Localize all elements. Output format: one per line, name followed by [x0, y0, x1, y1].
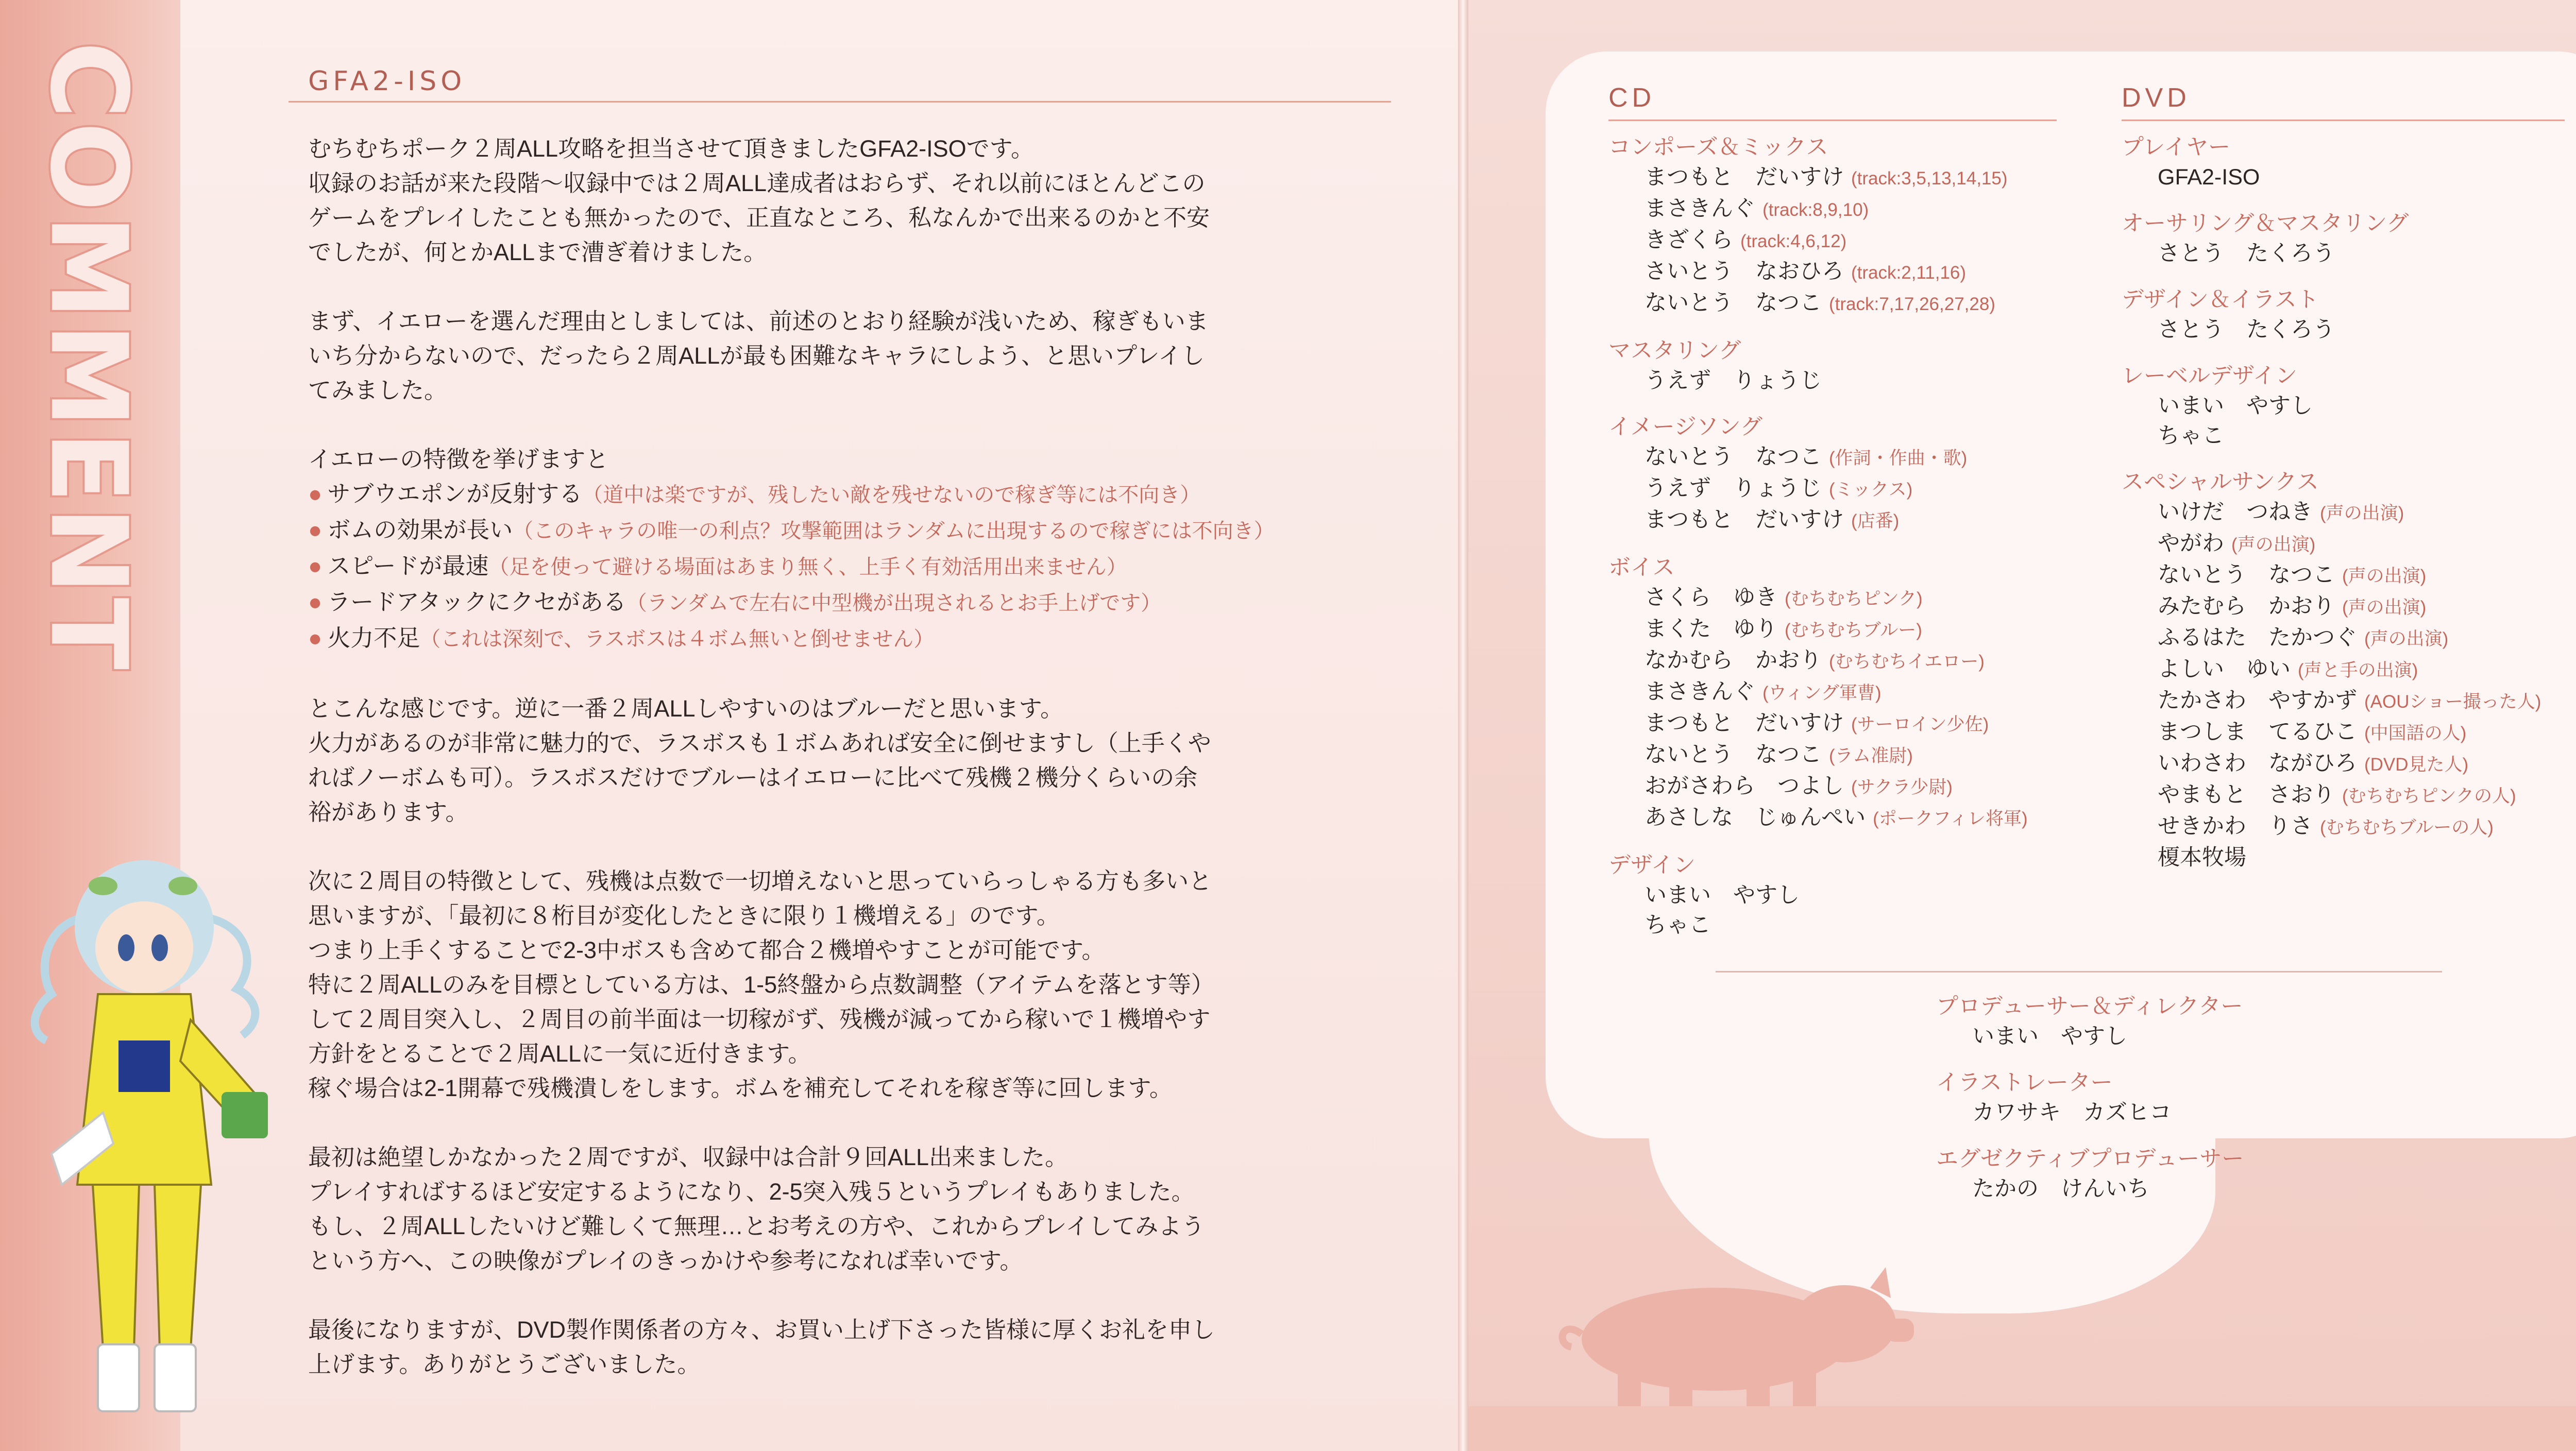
credit-role: コンポーズ＆ミックス — [1608, 135, 1828, 160]
comment-line: 上げます。ありがとうございました。 — [308, 1351, 701, 1377]
credit-note: (中国語の人) — [2364, 723, 2467, 743]
paragraph-gap — [308, 829, 1416, 864]
comment-vertical-title: COMMENT — [27, 41, 149, 673]
staff-page-floor — [1468, 1406, 2576, 1451]
credit-person — [2122, 497, 2565, 528]
credit-name: まつもと だいすけ — [1645, 507, 1844, 532]
credit-person — [1936, 1098, 2451, 1128]
main-credits — [1936, 992, 2451, 1220]
feature-text: スピードが最速 — [327, 553, 489, 579]
feature-item — [308, 476, 1416, 513]
comment-line: てみました。 — [308, 377, 448, 403]
comment-line: つまり上手くすることで2-3中ボスも含めて都合２機増やすことが可能です。 — [308, 937, 1105, 963]
credit-person — [2122, 748, 2565, 780]
credit-note: (作詞・作曲・歌) — [1829, 448, 1968, 468]
credit-name: 榎本牧場 — [2158, 845, 2246, 870]
comment-line: 収録のお話が来た段階～収録中では２周ALL達成者はおらず、それ以前にほとんどこの — [308, 170, 1206, 196]
credit-note: (ラム准尉) — [1829, 746, 1913, 766]
credit-name: たかさわ やすかず — [2158, 688, 2357, 713]
feature-item — [308, 549, 1416, 585]
credit-person — [1608, 473, 2057, 505]
credits-divider — [1716, 971, 2442, 972]
credit-person — [2122, 811, 2565, 843]
credit-section — [2122, 361, 2565, 451]
credit-name: ふるはた たかつぐ — [2158, 625, 2357, 650]
feature-text: サブウエポンが反射する — [327, 481, 583, 507]
credit-name: まつもと だいすけ — [1645, 165, 1844, 190]
comment-line: 思いますが、「最初に８桁目が変化したときに限り１機増える」のです。 — [308, 902, 1060, 929]
dvd-title-rule — [2122, 120, 2565, 121]
credit-note: (track:3,5,13,14,15) — [1851, 168, 2008, 189]
credit-section — [2122, 132, 2565, 192]
comment-line: とこんな感じです。逆に一番２周ALLしやすいのはブルーだと思います。 — [308, 695, 1064, 722]
credit-name: まくた ゆり — [1645, 617, 1777, 641]
credit-person — [1608, 162, 2057, 194]
credit-name: さくら ゆき — [1645, 585, 1777, 610]
credit-note: (声の出演) — [2342, 598, 2427, 618]
credit-note: (むちむちピンク) — [1785, 589, 1923, 609]
paragraph-gap — [308, 1381, 1416, 1416]
cd-title: CD — [1608, 83, 1656, 113]
credit-role: エグゼクティブプロデューサー — [1936, 1147, 2244, 1171]
credit-section — [2122, 285, 2565, 345]
credit-note: (声と手の出演) — [2298, 660, 2418, 680]
feature-text: ラードアタックにクセがある — [327, 589, 626, 615]
credit-person — [1608, 614, 2057, 645]
credit-name: まつもと だいすけ — [1645, 711, 1844, 736]
paragraph-gap — [308, 407, 1416, 442]
credit-name: ちゃこ — [2158, 423, 2224, 448]
credit-note: (track:2,11,16) — [1851, 263, 1967, 283]
feature-note: （これは深刻で、ラスボスは４ボム無いと倒せません） — [420, 628, 935, 651]
credit-person — [1608, 257, 2057, 288]
credit-person — [1608, 442, 2057, 473]
comment-line: という方へ、この映像がプレイのきっかけや参考になれば幸いです。 — [308, 1248, 1023, 1274]
comment-line: 火力があるのが非常に魅力的で、ラスボスも１ボムあれば安全に倒せますし（上手くや — [308, 730, 1211, 756]
cd-sections — [1608, 132, 2057, 940]
credit-note: (AOUショー撮った人) — [2364, 692, 2541, 712]
credit-name: せきかわ りさ — [2158, 814, 2313, 839]
comment-line: プレイすればするほど安定するようになり、2-5突入残５というプレイもありました。 — [308, 1179, 1195, 1205]
feature-note: （道中は楽ですが、残したい敵を残せないので稼ぎ等には不向き） — [582, 484, 1201, 506]
credit-name: うえず りょうじ — [1645, 368, 1822, 393]
credit-name: ちゃこ — [1645, 913, 1711, 937]
main-credit-section — [1936, 1144, 2451, 1204]
comment-line: 裕があります。 — [308, 799, 469, 825]
credit-name: いわさわ ながひろ — [2158, 751, 2357, 776]
credit-name: やがわ — [2158, 531, 2224, 556]
credit-person — [1608, 583, 2057, 614]
feature-note: （このキャラの唯一の利点？攻撃範囲はランダムに出現するので稼ぎには不向き） — [513, 520, 1275, 542]
yellow-character-illustration — [15, 824, 283, 1422]
dvd-credits — [2122, 82, 2565, 889]
credit-name: ないとう なつこ — [1645, 445, 1822, 469]
credit-name: さいとう なおひろ — [1645, 259, 1844, 284]
credit-person — [1608, 194, 2057, 225]
credit-person — [1608, 645, 2057, 677]
credit-note: (声の出演) — [2342, 566, 2427, 586]
comment-line: 特に２周ALLのみを目標としている方は、1-5終盤から点数調整（アイテムを落とす等） — [308, 971, 1214, 998]
comment-line: 次に２周目の特徴として、残機は点数で一切増えないと思っていらっしゃる方も多いと — [308, 868, 1212, 894]
comment-line: 最初は絶望しかなかった２周ですが、収録中は合計９回ALL出来ました。 — [308, 1144, 1069, 1170]
credit-person — [2122, 315, 2565, 345]
pig-silhouette-icon — [1515, 1257, 1917, 1411]
credit-name: カワサキ カズヒコ — [1972, 1100, 2172, 1125]
credit-section — [1608, 412, 2057, 536]
credit-person — [2122, 780, 2565, 811]
credit-name: まさきんぐ — [1645, 196, 1755, 221]
credit-note: (サクラ少尉) — [1851, 777, 1953, 797]
credit-name: ないとう なつこ — [2158, 562, 2335, 587]
bullet-icon: ● — [308, 625, 323, 651]
credit-note: (むちむちピンクの人) — [2342, 786, 2516, 806]
main-credit-section — [1936, 1068, 2451, 1128]
credit-person — [1608, 708, 2057, 740]
credit-note: (店番) — [1851, 511, 1900, 531]
credit-note: (むちむちブルー) — [1785, 620, 1922, 640]
comment-line: ゲームをプレイしたことも無かったので、正直なところ、私なんかで出来るのかと不安 — [308, 204, 1210, 231]
comment-line: まず、イエローを選んだ理由としましては、前述のとおり経験が浅いため、稼ぎもいま — [308, 308, 1209, 334]
credit-note: (声の出演) — [2320, 503, 2404, 523]
credit-person — [1608, 225, 2057, 257]
credit-person — [1608, 366, 2057, 396]
credit-role: デザイン — [1608, 853, 1696, 878]
credit-section — [1608, 850, 2057, 940]
comment-line: でしたが、何とかALLまで漕ぎ着けました。 — [308, 239, 767, 265]
credit-person — [1936, 1021, 2451, 1051]
credit-name: なかむら かおり — [1645, 648, 1822, 673]
credit-name: まさきんぐ — [1645, 679, 1755, 704]
book-gutter — [1458, 0, 1468, 1451]
bullet-icon: ● — [308, 481, 323, 507]
credit-note: (ポークフィレ将軍) — [1873, 809, 2028, 829]
credit-role: プロデューサー＆ディレクター — [1936, 994, 2243, 1019]
credit-name: みたむら かおり — [2158, 594, 2335, 619]
feature-text: ボムの効果が長い — [327, 517, 513, 543]
main-credit-section — [1936, 992, 2451, 1051]
credit-person — [2122, 421, 2565, 451]
feature-item — [308, 621, 1416, 657]
credit-person — [2122, 623, 2565, 654]
credit-name: いまい やすし — [1645, 883, 1800, 908]
credit-name: GFA2-ISO — [2158, 165, 2260, 190]
comment-line: もし、２周ALLしたいけど難しくて無理…とお考えの方や、これからプレイしてみよう — [308, 1213, 1205, 1239]
features-intro: イエローの特徴を挙げますと — [308, 446, 609, 472]
credit-person — [2122, 654, 2565, 686]
credit-person — [2122, 686, 2565, 717]
credit-section — [1608, 553, 2057, 834]
credit-person — [2122, 528, 2565, 560]
credit-name: あさしな じゅんぺい — [1645, 805, 1866, 830]
bullet-icon: ● — [308, 517, 323, 543]
cd-title-rule — [1608, 120, 2057, 121]
cd-credits — [1608, 82, 2057, 957]
paragraph-gap — [308, 1278, 1416, 1312]
credit-name: たかの けんいち — [1972, 1176, 2149, 1201]
credit-role: デザイン＆イラスト — [2122, 287, 2319, 312]
credit-person — [1608, 880, 2057, 910]
credit-name: よしい ゆい — [2158, 657, 2291, 681]
credit-role: オーサリング＆マスタリング — [2122, 211, 2409, 236]
credit-name: いけだ つねき — [2158, 500, 2313, 524]
comment-body — [308, 131, 1416, 1416]
credit-person — [1608, 803, 2057, 834]
dvd-title: DVD — [2122, 83, 2191, 113]
bullet-icon: ● — [308, 553, 323, 579]
credit-note: (ウィング軍曹) — [1762, 683, 1882, 703]
credit-name: うえず りょうじ — [1645, 476, 1822, 501]
credit-person — [1608, 771, 2057, 803]
credit-person — [1608, 910, 2057, 940]
comment-line: して２周目突入し、２周目の前半面は一切稼がず、残機が減ってから稼いで１機増やす — [308, 1006, 1211, 1032]
credit-note: (track:4,6,12) — [1740, 231, 1847, 251]
dvd-sections — [2122, 132, 2565, 873]
comment-line: 方針をとることで２周ALLに一気に近付きます。 — [308, 1040, 811, 1067]
credit-person — [1936, 1174, 2451, 1204]
comment-line: いち分からないので、だったら２周ALLが最も困難なキャラにしよう、と思いプレイし — [308, 343, 1205, 369]
credit-note: (DVD見た人) — [2364, 755, 2469, 775]
credit-person — [2122, 162, 2565, 192]
credit-note: (むちむちイエロー) — [1829, 652, 1985, 672]
credit-person — [2122, 560, 2565, 591]
paragraph-gap — [308, 1105, 1416, 1140]
feature-text: 火力不足 — [327, 625, 420, 651]
credit-section — [1608, 336, 2057, 396]
comment-line: ればノーボムも可）。ラスボスだけでブルーはイエローに比べて残機２機分くらいの余 — [308, 764, 1198, 791]
comment-line: むちむちポーク２周ALL攻略を担当させて頂きましたGFA2-ISOです。 — [308, 135, 1035, 162]
credit-role: イラストレーター — [1936, 1070, 2113, 1095]
feature-note: （ランダムで左右に中型機が出現されるとお手上げです） — [626, 592, 1162, 614]
feature-item — [308, 585, 1416, 621]
credit-note: (声の出演) — [2231, 535, 2316, 555]
credit-name: ないとう なつこ — [1645, 742, 1822, 767]
credit-name: いまい やすし — [1972, 1024, 2127, 1049]
credit-person — [1608, 288, 2057, 319]
credit-section — [2122, 209, 2565, 268]
credit-name: きざくら — [1645, 228, 1733, 252]
credit-person — [2122, 717, 2565, 748]
credit-person — [2122, 591, 2565, 623]
credit-name: まつしま てるひこ — [2158, 720, 2357, 744]
credit-name: やまもと さおり — [2158, 782, 2335, 807]
credit-note: (声の出演) — [2364, 629, 2449, 649]
credit-person — [2122, 238, 2565, 268]
credit-name: ないとう なつこ — [1645, 291, 1822, 315]
credit-role: レーベルデザイン — [2122, 364, 2297, 388]
credit-note: (track:7,17,26,27,28) — [1829, 294, 1995, 314]
feature-note: （足を使って避ける場面はあまり無く、上手く有効活用出来ません） — [488, 556, 1127, 578]
credit-person — [1608, 505, 2057, 536]
credit-role: ボイス — [1608, 555, 1675, 580]
credit-name: さとう たくろう — [2158, 317, 2335, 342]
credit-note: (track:8,9,10) — [1762, 200, 1869, 220]
credit-person — [1608, 740, 2057, 771]
credit-section — [1608, 132, 2057, 319]
comment-line: 最後になりますが、DVD製作関係者の方々、お買い上げ下さった皆様に厚くお礼を申し — [308, 1317, 1215, 1343]
credit-person — [1608, 677, 2057, 708]
credit-role: マスタリング — [1608, 338, 1741, 363]
credit-note: (ミックス) — [1829, 480, 1913, 500]
comment-heading-rule — [289, 101, 1391, 103]
credit-name: いまい やすし — [2158, 394, 2313, 418]
feature-item — [308, 513, 1416, 549]
credit-role: スペシャルサンクス — [2122, 470, 2319, 494]
bullet-icon: ● — [308, 589, 323, 615]
credit-name: さとう たくろう — [2158, 241, 2335, 266]
credit-role: プレイヤー — [2122, 135, 2231, 160]
credit-note: (サーロイン少佐) — [1851, 714, 1989, 735]
paragraph-gap — [308, 657, 1416, 691]
comment-heading: GFA2-ISO — [308, 66, 466, 97]
credit-name: おがさわら つよし — [1645, 774, 1844, 798]
paragraph-gap — [308, 269, 1416, 304]
credit-section — [2122, 467, 2565, 873]
comment-line: 稼ぐ場合は2-1開幕で残機潰しをします。ボムを補充してそれを稼ぎ等に回します。 — [308, 1075, 1173, 1101]
credit-role: イメージソング — [1608, 415, 1762, 439]
credit-person — [2122, 391, 2565, 421]
credit-note: (むちむちブルーの人) — [2320, 817, 2494, 838]
credit-person — [2122, 843, 2565, 873]
